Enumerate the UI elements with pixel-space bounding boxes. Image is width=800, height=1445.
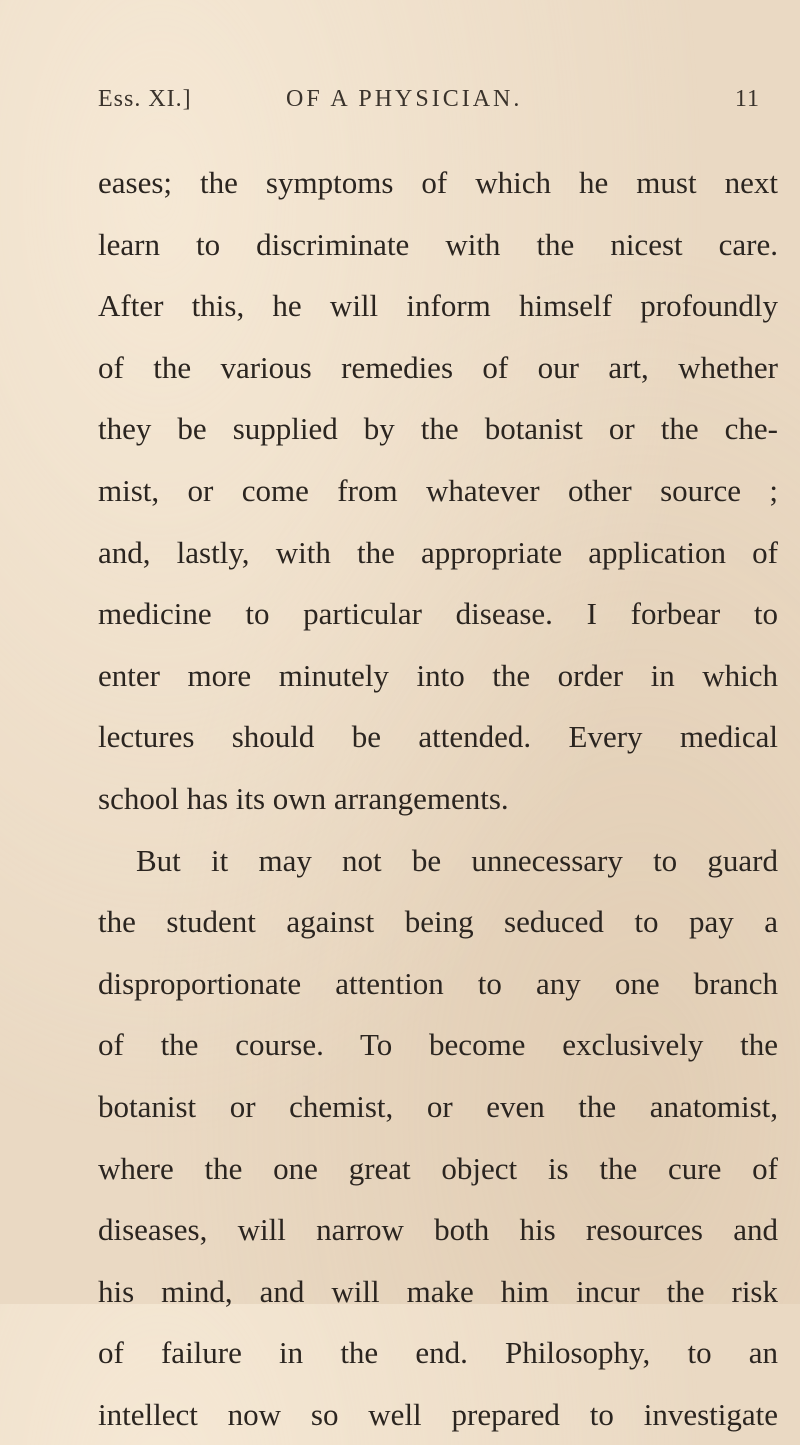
running-head [98,86,760,120]
text-line: lectures should be attended. Every medical [98,719,778,755]
text-line: enter more minutely into the order in which [98,657,778,693]
text-line: of the course. To become exclusively the [98,1027,778,1063]
body-text [98,152,778,1445]
page-number: 11 [734,86,760,112]
text-line: his mind, and will make him incur the risk [98,1273,778,1309]
text-line: the student against being seduced to pay a [98,904,778,940]
text-line: where the one great object is the cure of [98,1150,778,1186]
text-line: of failure in the end. Philosophy, to an [98,1335,778,1371]
paragraph-start-line: But it may not be unnecessary to guard [136,842,778,878]
text-line: of the various remedies of our art, whether [98,349,778,385]
text-line: medicine to particular disease. I forbear to [98,596,778,632]
text-line: learn to discriminate with the nicest care. [98,226,778,262]
text-line: intellect now so well prepared to investigate [98,1396,778,1432]
text-line: eases; the symptoms of which he must next [98,165,778,200]
running-title: OF A PHYSICIAN. [286,86,523,112]
paragraph-end-line: school has its own arrangements. [98,780,509,816]
text-line: After this, he will inform himself profoundly [98,288,778,324]
section-reference: Ess. XI.] [98,86,192,112]
text-line: mist, or come from whatever other source ; [98,472,778,508]
text-line: disproportionate attention to any one branch [98,965,778,1001]
text-line: diseases, will narrow both his resources and [98,1212,778,1248]
text-line: and, lastly, with the appropriate application of [98,534,778,570]
text-line: botanist or chemist, or even the anatomist, [98,1088,778,1124]
text-line: they be supplied by the botanist or the che- [98,411,778,447]
